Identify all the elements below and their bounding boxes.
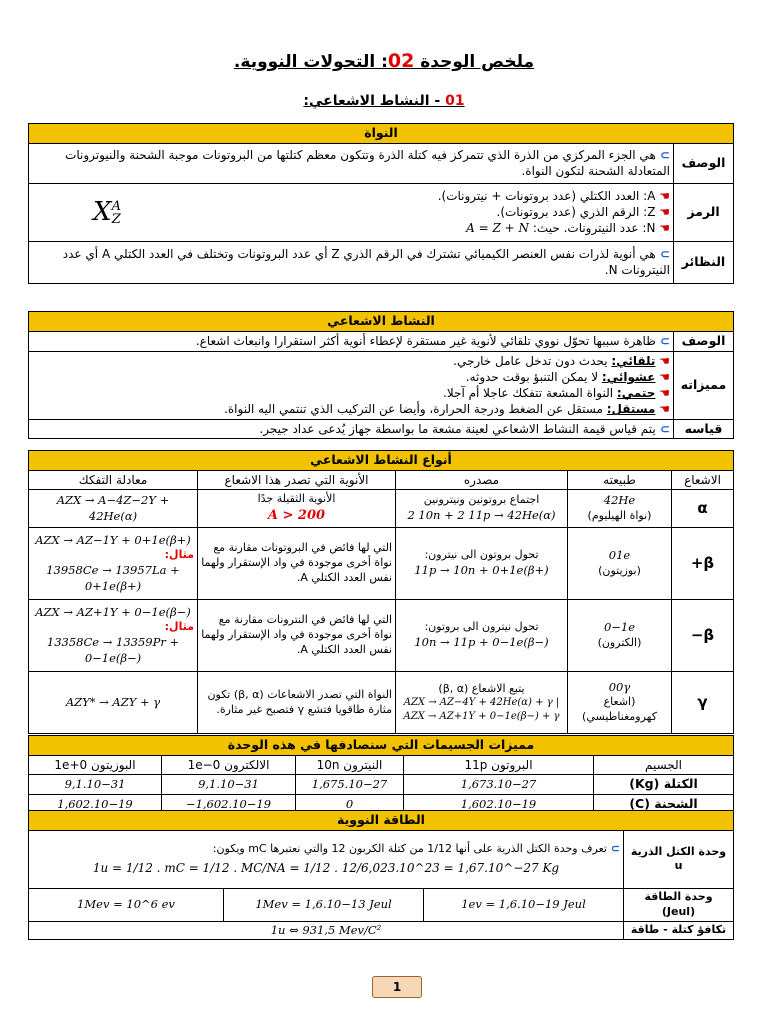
particles-table: مميزات الجسيمات التي سنصادفها في هذه الوحدة الجسيم البروتون 11p النيترون 10n الالكترون 0−1e البوزيتون 0+1e الكتلة (Kg) 1,673.10−27 1,675.10−27 9,1.10−31 9,1.10−31 الشحنة (C) 1,602.10−19 0 −1,602.10−19 1,602.10−19 [28,735,734,815]
page-title: ملخص الوحدة 02: التحولات النووية. [233,50,535,72]
table-row: β− 0−1e (الكترون) تحول نيترون الى بروتون: 10n → 11p + 0−1e(β−) التي لها فائض في النترونات مقارنة مع نواة أخرى موجودة في واد الإستقرار ولهما نفس العدد الكتلي A. AZX → AZ+1Y + 0−1e(β−) مثال: 13358Ce → 13359Pr + 0−1e(β−) [29,600,734,672]
pointer-icon: ☚ [655,369,670,384]
radio-features [29,351,674,419]
energy-header: الطاقة النووية [29,811,734,831]
table-row: α 42He (نواة الهيليوم) اجتماع بروتونين ونيترونين 2 10n + 2 11p → 42He(α) الأنوية الثقيلة جدًا A > 200 AZX → A−4Z−2Y + 42He(α) [29,490,734,528]
pointer-icon: ☚ [655,402,670,417]
radio-feat-label: مميزاته [674,351,734,419]
pointer-icon: ☚ [655,189,670,204]
col-header: الاشعاع [672,470,734,489]
radio-meas-label: قياسه [674,419,734,439]
table-row: γ 00γ (اشعاع كهرومغناطيسي) يتبع الاشعاع (β, α) AZX → AZ−4Y + 42He(α) + γ | AZX → AZ+1Y + 0−1e(β−) + γ النواة التي تصدر الاشعاعات (β, α) تكون مثارة طاقويا فتشع γ فتصبح غير مثارة. AZY* → AZY + γ [29,672,734,734]
arrow-icon: ⊃ [655,421,670,436]
col-header: معادلة التفكك [29,470,198,489]
table-row: الكتلة (Kg) 1,673.10−27 1,675.10−27 9,1.10−31 9,1.10−31 [29,775,734,795]
arrow-icon: ⊃ [655,334,670,349]
nucleus-symbol-label: الرمز [674,183,734,241]
nucleus-symbol: A Z X [93,196,121,227]
table-row: الشحنة (C) 1,602.10−19 0 −1,602.10−19 1,602.10−19 [29,794,734,814]
nucleus-header: النواة [29,124,734,144]
col-header: مصدره [396,470,568,489]
pointer-icon: ☚ [655,221,670,236]
arrow-icon: ⊃ [655,148,670,163]
nucleus-desc-label: الوصف [674,143,734,183]
section-title: 01 - النشاط الاشعاعي: [303,93,465,109]
nucleus-table [28,123,734,284]
radio-desc-label: الوصف [674,331,734,351]
radio-desc: ⊃ ظاهرة سببها تحوّل نووي تلقائي لأنوية غير مستقرة لإعطاء أنوية أكثر استقرارا وانبعاث اشعاع. [29,331,674,351]
arrow-icon: ⊃ [655,247,670,262]
list-item: ☚ مستقل: مستقل عن الضغط ودرجة الحرارة، وأيضا عن التركيب الذي تنتمي اليه النواة. [224,402,670,417]
types-table [28,450,734,734]
types-header: أنواع النشاط الاشعاعي [29,451,734,471]
col-header: طبيعته [568,470,672,489]
radio-meas: ⊃ يتم قياس قيمة النشاط الاشعاعي لعينة مشعة ما بواسطة جهاز يُدعى عداد جيجر. [29,419,674,439]
particles-header: مميزات الجسيمات التي سنصادفها في هذه الوحدة [29,736,734,756]
nucleus-desc: ⊃ هي الجزء المركزي من الذرة الذي تتمركز فيه كتلة الذرة وتتكون معظم كتلتها من البروتونات موجبة الشحنة والنيوترونات المتعادلة الشحنة لتكون النواة. [29,143,674,183]
energy-table: الطاقة النووية وحدة الكتل الذرية u ⊃ تعرف وحدة الكتل الذرية على أنها 1/12 من كتلة الكربون 12 والتي نعتبرها mC ويكون: 1u = 1/12 . mC = 1/12 . MC/NA = 1/12 . 12/6,023.10^23 = 1,67.10^−27 Kg وحدة الطاقة (Jeul) 1ev = 1,6.10−19 Jeul 1Mev = 1,6.10−13 Jeul 1Mev = 10^6 ev تكافؤ كتلة - طاقة 1u ⇔ 931,5 Mev/C² [28,810,734,940]
col-header: الأنوية التي تصدر هذا الاشعاع [198,470,396,489]
list-item: ☚ تلقائي: يحدث دون تدخل عامل خارجي. [453,353,670,368]
page-number: 1 [372,976,422,998]
isotopes-desc: ⊃ هي أنوية لذرات نفس العنصر الكيميائي تشترك في الرقم الذري Z أي عدد البروتونات وتختلف في العدد الكتلي A أي عدد النيترونات N. [29,241,674,283]
nucleus-symbol-cell: ☚ A: العدد الكتلي (عدد بروتونات + نيترونات). ☚ Z: الرقم الذري (عدد بروتونات). ☚ N: عدد النيترونات. حيث: A = Z + N A Z X [29,183,674,241]
radio-table [28,311,734,439]
isotopes-label: النظائر [674,241,734,283]
pointer-icon: ☚ [655,386,670,401]
pointer-icon: ☚ [655,205,670,220]
list-item: ☚ عشوائي: لا يمكن التنبؤ بوقت حدوثه. [465,369,670,384]
arrow-icon: ⊃ [606,842,620,856]
radio-header: النشاط الاشعاعي [29,312,734,332]
pointer-icon: ☚ [655,353,670,368]
table-row: β+ 01e (بوزيتون) تحول بروتون الى نيترون: 11p → 10n + 0+1e(β+) التي لها فائض في البروتونات مقارنة مع نواة أخرى موجودة في واد الإستقرار ولهما نفس العدد الكتلي A. AZX → AZ−1Y + 0+1e(β+) مثال: 13958Ce → 13957La + 0+1e(β+) [29,528,734,600]
list-item: ☚ حتمي: النواة المشعة تتفكك عاجلا أم آجلا. [443,386,670,401]
